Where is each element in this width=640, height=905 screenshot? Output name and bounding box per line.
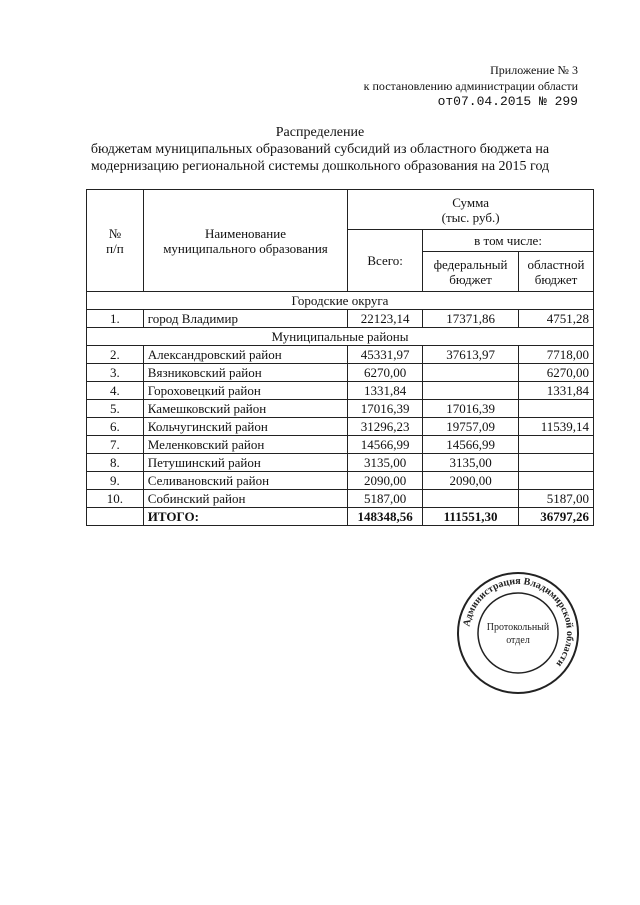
cell-total: 22123,14 xyxy=(348,310,423,328)
cell-name: Александровский район xyxy=(143,346,347,364)
cell-name: Петушинский район xyxy=(143,454,347,472)
cell-regional xyxy=(519,400,594,418)
header-num: № п/п xyxy=(87,190,144,292)
table-row xyxy=(87,490,594,508)
cell-federal: 37613,97 xyxy=(423,346,519,364)
cell-num: 2. xyxy=(87,346,144,364)
table-row xyxy=(87,346,594,364)
cell-name: Камешковский район xyxy=(143,400,347,418)
subsidy-table xyxy=(86,189,594,526)
cell-total: 14566,99 xyxy=(348,436,423,454)
cell-num xyxy=(87,508,144,526)
section-row-city xyxy=(87,292,594,310)
cell-federal xyxy=(423,364,519,382)
cell-regional xyxy=(519,436,594,454)
cell-num: 6. xyxy=(87,418,144,436)
cell-num: 8. xyxy=(87,454,144,472)
table-row xyxy=(87,382,594,400)
cell-regional: 4751,28 xyxy=(519,310,594,328)
cell-name: Вязниковский район xyxy=(143,364,347,382)
cell-regional: 1331,84 xyxy=(519,382,594,400)
title-line-2: бюджетам муниципальных образований субсидий из областного бюджета на xyxy=(90,142,550,157)
appendix-header xyxy=(364,62,578,110)
header-regional: областной бюджет xyxy=(519,252,594,292)
table-row xyxy=(87,454,594,472)
cell-total: 148348,56 xyxy=(348,508,423,526)
table-row xyxy=(87,400,594,418)
header-federal: федеральный бюджет xyxy=(423,252,519,292)
stamp-ring-text: Администрация Владимирской области xyxy=(461,575,576,669)
cell-federal xyxy=(423,382,519,400)
cell-num: 10. xyxy=(87,490,144,508)
stamp-inner-ring xyxy=(478,593,558,673)
cell-name: Меленковский район xyxy=(143,436,347,454)
cell-regional xyxy=(519,454,594,472)
section-row-districts xyxy=(87,328,594,346)
cell-regional: 11539,14 xyxy=(519,418,594,436)
cell-federal: 19757,09 xyxy=(423,418,519,436)
header-row-1 xyxy=(87,190,594,230)
title-line-1: Распределение xyxy=(275,125,365,140)
cell-federal: 17371,86 xyxy=(423,310,519,328)
cell-total: 17016,39 xyxy=(348,400,423,418)
section-label: Городские округа xyxy=(87,292,594,310)
cell-name: Гороховецкий район xyxy=(143,382,347,400)
cell-total: 6270,00 xyxy=(348,364,423,382)
table-row xyxy=(87,310,594,328)
stamp-outer-ring xyxy=(458,573,578,693)
total-row xyxy=(87,508,594,526)
title-line-3: модернизацию региональной системы дошкольного образования на 2015 год xyxy=(90,159,550,174)
table-row xyxy=(87,418,594,436)
header-including: в том числе: xyxy=(423,230,594,252)
cell-regional: 6270,00 xyxy=(519,364,594,382)
cell-num: 5. xyxy=(87,400,144,418)
cell-num: 9. xyxy=(87,472,144,490)
cell-federal: 2090,00 xyxy=(423,472,519,490)
table-row xyxy=(87,472,594,490)
cell-name: ИТОГО: xyxy=(143,508,347,526)
cell-name: город Владимир xyxy=(143,310,347,328)
stamp-center-line-1: Протокольный xyxy=(486,622,550,633)
cell-total: 31296,23 xyxy=(348,418,423,436)
appendix-line-2: к постановлению администрации области xyxy=(363,79,578,93)
stamp-center-line-2: отдел xyxy=(506,635,530,646)
header-total: Всего: xyxy=(348,230,423,292)
cell-total: 5187,00 xyxy=(348,490,423,508)
cell-federal: 111551,30 xyxy=(423,508,519,526)
cell-total: 1331,84 xyxy=(348,382,423,400)
table-row xyxy=(87,364,594,382)
cell-federal: 3135,00 xyxy=(423,454,519,472)
cell-total: 45331,97 xyxy=(348,346,423,364)
cell-num: 4. xyxy=(87,382,144,400)
cell-total: 3135,00 xyxy=(348,454,423,472)
appendix-line-1: Приложение № 3 xyxy=(490,63,578,77)
header-name: Наименование муниципального образования xyxy=(143,190,347,292)
cell-federal: 14566,99 xyxy=(423,436,519,454)
cell-num: 7. xyxy=(87,436,144,454)
appendix-line-3: от07.04.2015 № 299 xyxy=(437,94,578,109)
cell-regional xyxy=(519,472,594,490)
cell-regional: 36797,26 xyxy=(519,508,594,526)
cell-name: Собинский район xyxy=(143,490,347,508)
cell-federal: 17016,39 xyxy=(423,400,519,418)
section-label: Муниципальные районы xyxy=(87,328,594,346)
cell-name: Кольчугинский район xyxy=(143,418,347,436)
cell-num: 3. xyxy=(87,364,144,382)
cell-name: Селивановский район xyxy=(143,472,347,490)
cell-total: 2090,00 xyxy=(348,472,423,490)
protocol-department-stamp xyxy=(455,570,581,696)
cell-federal xyxy=(423,490,519,508)
table-row xyxy=(87,436,594,454)
cell-regional: 7718,00 xyxy=(519,346,594,364)
cell-regional: 5187,00 xyxy=(519,490,594,508)
document-title xyxy=(0,124,640,175)
cell-num: 1. xyxy=(87,310,144,328)
header-sum: Сумма (тыс. руб.) xyxy=(348,190,594,230)
